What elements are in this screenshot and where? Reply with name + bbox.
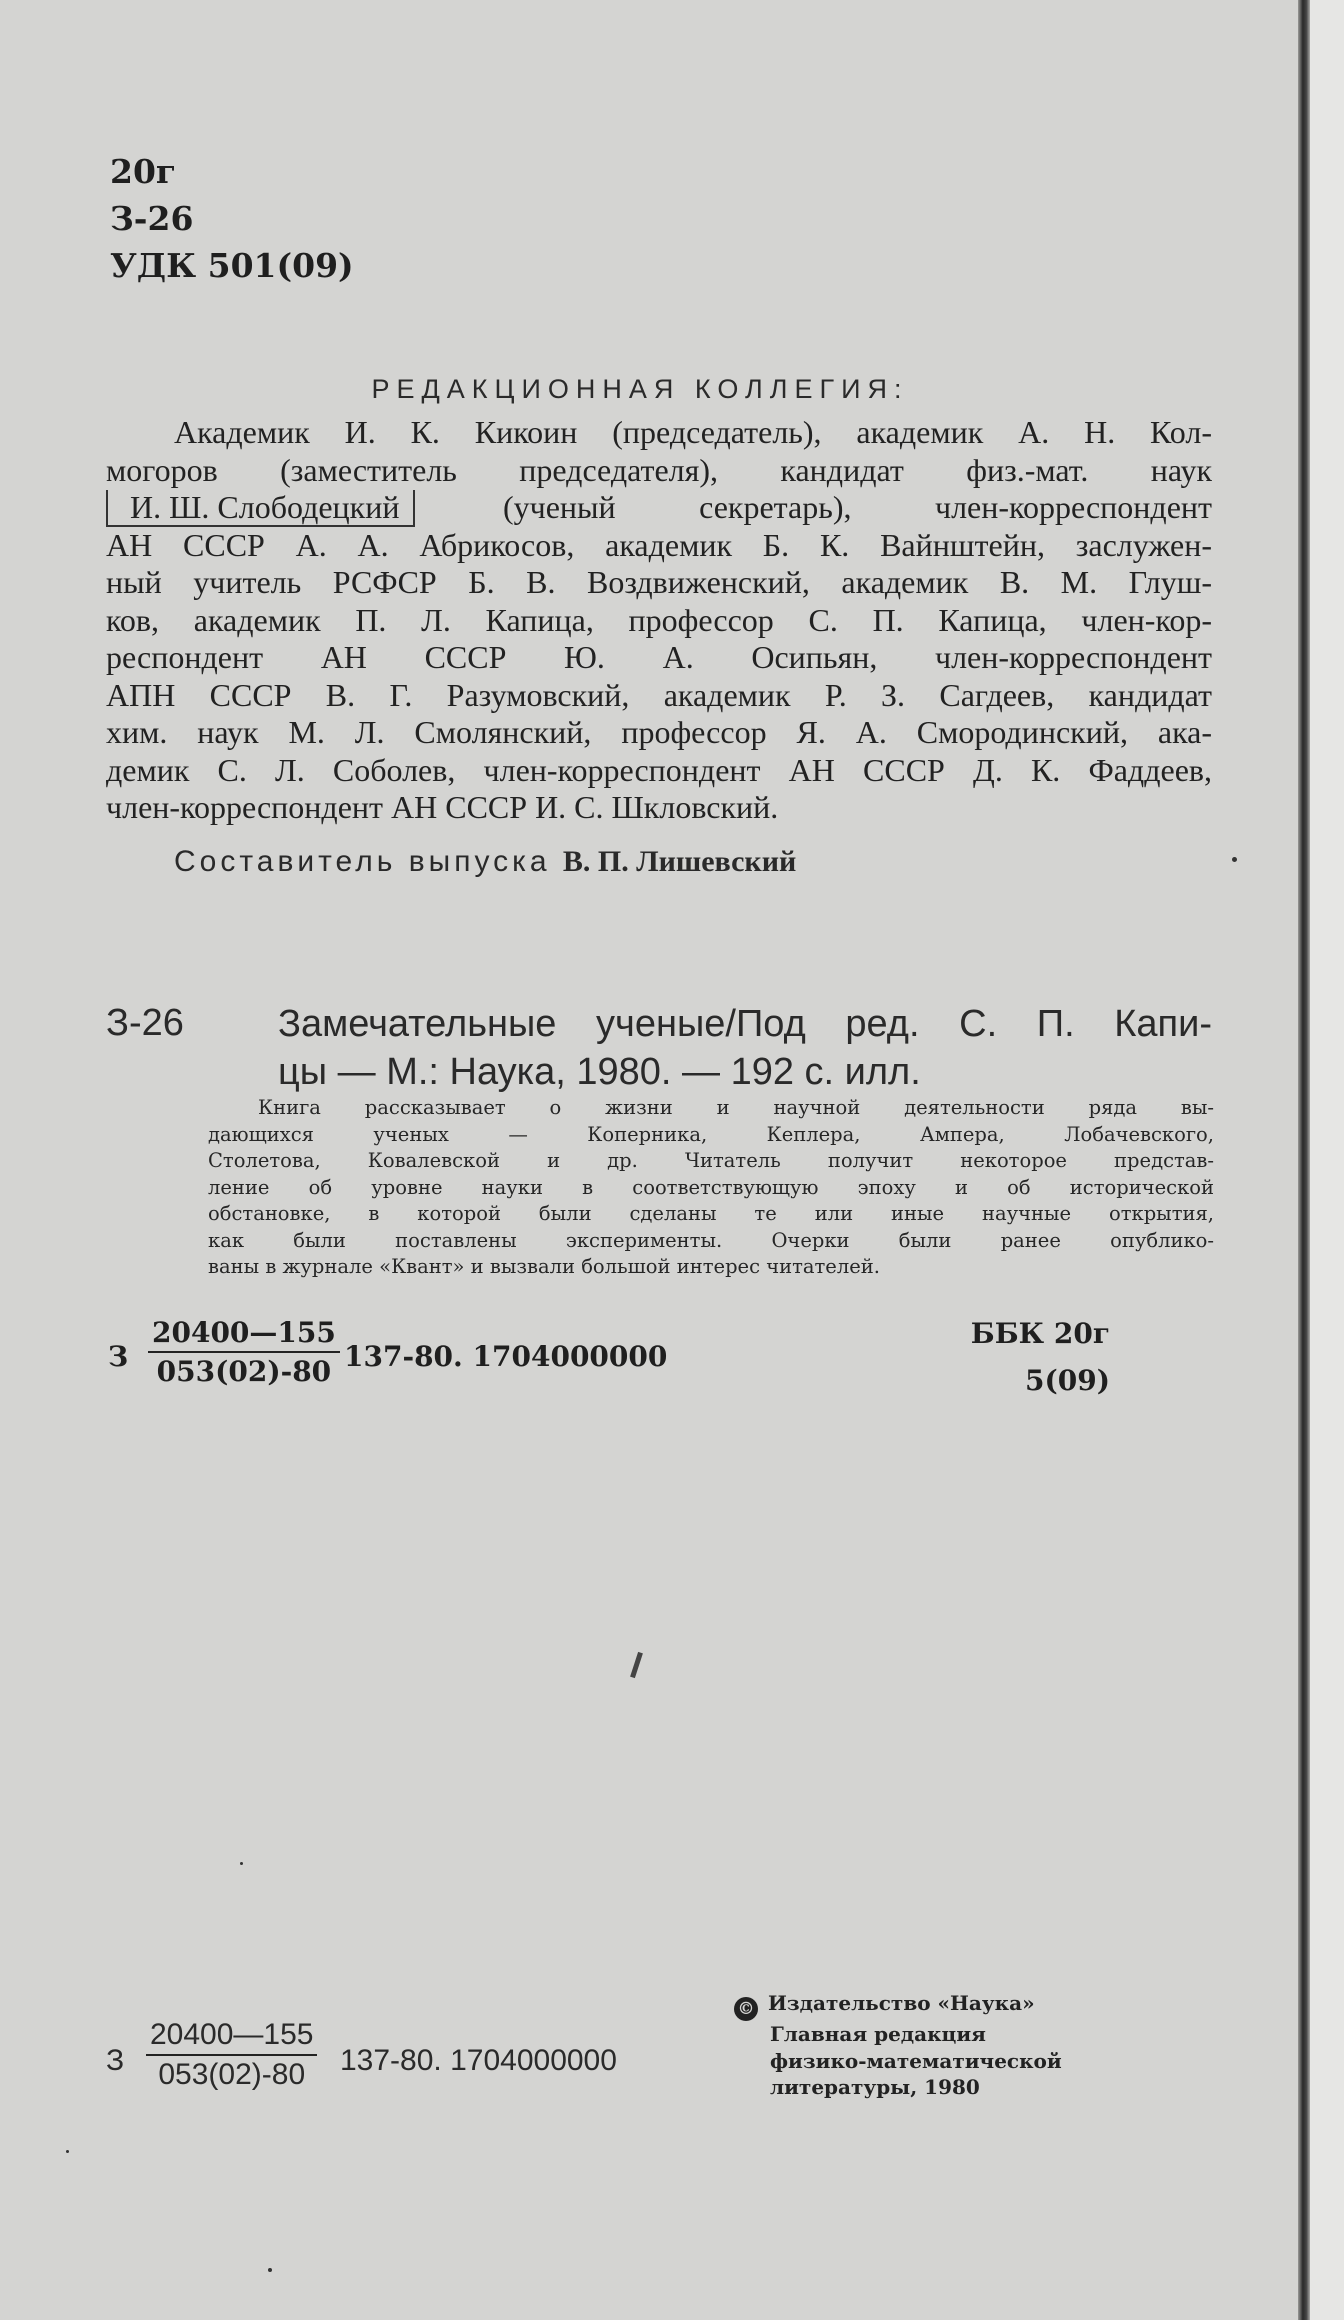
author-sign: З-26 xyxy=(110,199,194,238)
compiler-credit xyxy=(174,845,796,879)
ink-mark xyxy=(630,1652,643,1678)
book-title-line: Замечательные ученые/Под ред. С. П. Капи- xyxy=(278,1003,1212,1045)
catalog-suffix: 137-80. 1704000000 xyxy=(340,2044,617,2077)
catalog-denominator: 053(02)-80 xyxy=(146,2054,317,2092)
board-line: ный учитель РСФСР Б. В. Воздвиженский, академик В. М. Глуш- xyxy=(106,564,1212,600)
book-annotation xyxy=(208,1095,1214,1281)
book-code: З-26 xyxy=(106,1002,184,1044)
editorial-board-heading: РЕДАКЦИОННАЯ КОЛЛЕГИЯ: xyxy=(371,374,909,404)
ink-speck xyxy=(66,2150,69,2153)
udk-code: УДК 501(09) xyxy=(110,246,354,285)
catalog-fraction xyxy=(148,1316,340,1388)
board-line: демик С. Л. Соболев, член-корреспондент АН СССР Д. К. Фаддеев, xyxy=(106,751,1212,788)
ink-speck xyxy=(1232,857,1237,862)
copyright-line: физико-математической xyxy=(770,2048,1062,2073)
bbk-index: 20г xyxy=(110,152,177,191)
catalog-numerator: 20400—155 xyxy=(150,2018,314,2051)
board-line: ков, академик П. Л. Капица, профессор С. П. Капица, член-кор- xyxy=(106,601,1212,638)
board-line-rest: (ученый секретарь), член-корреспондент xyxy=(502,489,1212,525)
editorial-board-text xyxy=(106,414,1212,827)
catalog-prefix: З xyxy=(108,1340,129,1373)
book-title xyxy=(278,1000,1212,1096)
ink-speck xyxy=(268,2268,272,2272)
book-spine-shadow xyxy=(1298,0,1310,2320)
board-line xyxy=(106,489,1212,527)
boxed-name: И. Ш. Слободецкий xyxy=(106,490,415,527)
catalog-fraction xyxy=(146,2018,317,2092)
board-line: могоров (заместитель председателя), кандидат физ.-мат. наук xyxy=(106,451,1212,488)
page-edge xyxy=(1310,0,1344,2320)
library-codes xyxy=(110,148,354,289)
annotation-line: ваны в журнале «Квант» и вызвали большой интерес читателей. xyxy=(208,1255,880,1278)
annotation-line: Книга рассказывает о жизни и научной деятельности ряда вы- xyxy=(258,1096,1214,1119)
bbk-line: 5(09) xyxy=(1025,1364,1110,1397)
copyright-line: Главная редакция xyxy=(770,2022,986,2046)
catalog-prefix: З xyxy=(106,2044,125,2077)
copyright-icon: © xyxy=(734,1997,758,2021)
annotation-line: дающихся ученых — Коперника, Кеплера, Ампера, Лобачевского, xyxy=(208,1122,1214,1146)
board-line: член-корреспондент АН СССР И. С. Шкловский. xyxy=(106,789,779,825)
bbk-code xyxy=(960,1310,1110,1404)
bbk-line: ББК 20г xyxy=(970,1317,1110,1350)
annotation-line: как были поставлены эксперименты. Очерки были ранее опублико- xyxy=(208,1228,1214,1252)
annotation-line: Столетова, Ковалевской и др. Читатель получит некоторое представ- xyxy=(208,1149,1214,1172)
catalog-suffix: 137-80. 1704000000 xyxy=(344,1340,668,1373)
book-title-line: цы — М.: Наука, 1980. — 192 с. илл. xyxy=(278,1051,921,1093)
publisher-name: Издательство «Наука» xyxy=(768,1991,1035,2015)
compiler-label: Составитель выпуска xyxy=(174,845,551,878)
catalog-denominator: 053(02)-80 xyxy=(148,1351,340,1388)
copyright-block xyxy=(737,1990,1062,2101)
board-line: АПН СССР В. Г. Разумовский, академик Р. З. Сагдеев, кандидат xyxy=(106,676,1212,713)
ink-speck xyxy=(240,1862,243,1865)
copyright-line: литературы, 1980 xyxy=(770,2075,980,2099)
board-line: хим. наук М. Л. Смолянский, профессор Я. А. Смородинский, ака- xyxy=(106,714,1212,750)
copyright-line xyxy=(737,1990,1062,2021)
catalog-numerator: 20400—155 xyxy=(152,1316,336,1349)
board-line: респондент АН СССР Ю. А. Осипьян, член-корреспондент xyxy=(106,639,1212,675)
board-line: Академик И. К. Кикоин (председатель), академик А. Н. Кол- xyxy=(174,414,1212,450)
compiler-name: В. П. Лишевский xyxy=(562,845,797,878)
annotation-line: обстановке, в которой были сделаны те или иные научные открытия, xyxy=(208,1202,1214,1225)
annotation-line: ление об уровне науки в соответствующую эпоху и об исторической xyxy=(208,1175,1214,1199)
board-line: АН СССР А. А. Абрикосов, академик Б. К. Вайнштейн, заслужен- xyxy=(106,526,1212,563)
